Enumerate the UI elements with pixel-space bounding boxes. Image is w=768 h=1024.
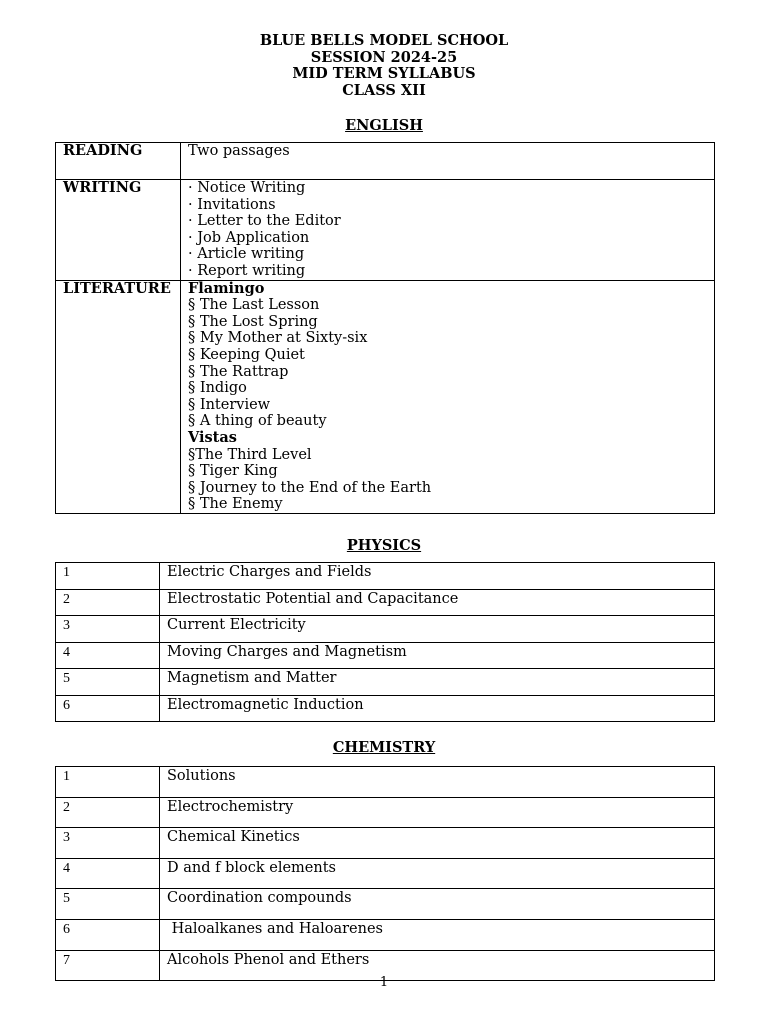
row-topic: Alcohols Phenol and Ethers <box>160 950 715 981</box>
list-item: § Keeping Quiet <box>188 346 305 363</box>
page-number: 1 <box>379 975 389 990</box>
row-number: 1 <box>56 563 160 590</box>
row-topic: D and f block elements <box>160 858 715 889</box>
list-item: § The Last Lesson <box>188 297 320 314</box>
session-year: SESSION 2024-25 <box>310 48 458 66</box>
list-item: § Indigo <box>188 380 247 397</box>
row-number: 2 <box>56 589 160 616</box>
list-item: § The Rattrap <box>188 363 289 380</box>
flamingo-list <box>188 297 714 430</box>
list-item: § The Enemy <box>188 496 283 513</box>
list-item: § Tiger King <box>188 463 278 480</box>
table-row <box>56 919 715 950</box>
row-number: 3 <box>56 616 160 643</box>
list-item: · Article writing <box>188 246 305 263</box>
english-table <box>55 142 715 514</box>
class-name: CLASS XII <box>342 81 426 99</box>
flamingo-title: Flamingo <box>188 279 265 297</box>
writing-label: WRITING <box>56 180 181 281</box>
row-topic: Haloalkanes and Haloarenes <box>160 919 715 950</box>
row-number: 4 <box>56 858 160 889</box>
row-number: 6 <box>56 695 160 722</box>
table-row <box>56 642 715 669</box>
vistas-list <box>188 447 714 513</box>
list-item: § A thing of beauty <box>188 413 327 430</box>
physics-title: PHYSICS <box>346 537 422 554</box>
row-topic: Chemical Kinetics <box>160 828 715 859</box>
row-topic: Moving Charges and Magnetism <box>160 642 715 669</box>
literature-content <box>181 280 715 513</box>
table-row-reading <box>56 143 715 180</box>
vistas-title: Vistas <box>188 428 237 446</box>
row-number: 2 <box>56 797 160 828</box>
document-header <box>0 33 768 99</box>
chemistry-table <box>55 766 715 981</box>
physics-table <box>55 562 715 722</box>
exam-title: MID TERM SYLLABUS <box>292 65 476 82</box>
literature-label: LITERATURE <box>56 280 181 513</box>
row-topic: Electromagnetic Induction <box>160 695 715 722</box>
table-row-writing <box>56 180 715 281</box>
list-item: · Job Application <box>188 229 310 246</box>
row-topic: Electrochemistry <box>160 797 715 828</box>
reading-content: Two passages <box>181 143 715 180</box>
row-topic: Electrostatic Potential and Capacitance <box>160 589 715 616</box>
row-number: 1 <box>56 767 160 798</box>
english-title: ENGLISH <box>345 117 423 134</box>
list-item: § My Mother at Sixty-six <box>188 330 368 347</box>
row-number: 4 <box>56 642 160 669</box>
list-item: · Letter to the Editor <box>188 213 341 230</box>
row-number: 3 <box>56 828 160 859</box>
row-topic: Coordination compounds <box>160 889 715 920</box>
list-item: § Journey to the End of the Earth <box>188 479 432 496</box>
list-item: § The Lost Spring <box>188 313 318 330</box>
table-row <box>56 767 715 798</box>
row-number: 5 <box>56 889 160 920</box>
writing-list <box>188 180 714 280</box>
table-row <box>56 589 715 616</box>
table-row <box>56 695 715 722</box>
table-row <box>56 858 715 889</box>
list-item: · Invitations <box>188 196 276 213</box>
row-topic: Magnetism and Matter <box>160 669 715 696</box>
table-row <box>56 669 715 696</box>
writing-content <box>181 180 715 281</box>
table-row <box>56 889 715 920</box>
table-row <box>56 563 715 590</box>
list-item: § Interview <box>188 396 271 413</box>
table-row <box>56 828 715 859</box>
school-name: BLUE BELLS MODEL SCHOOL <box>259 32 509 49</box>
reading-label: READING <box>56 143 181 180</box>
row-topic: Electric Charges and Fields <box>160 563 715 590</box>
list-item: §The Third Level <box>188 446 312 463</box>
table-row-literature <box>56 280 715 513</box>
list-item: · Notice Writing <box>188 180 306 196</box>
row-number: 6 <box>56 919 160 950</box>
row-number: 5 <box>56 669 160 696</box>
list-item: · Report writing <box>188 262 306 279</box>
table-row <box>56 797 715 828</box>
row-topic: Solutions <box>160 767 715 798</box>
row-topic: Current Electricity <box>160 616 715 643</box>
chemistry-title: CHEMISTRY <box>332 739 436 756</box>
table-row <box>56 616 715 643</box>
row-number: 7 <box>56 950 160 981</box>
